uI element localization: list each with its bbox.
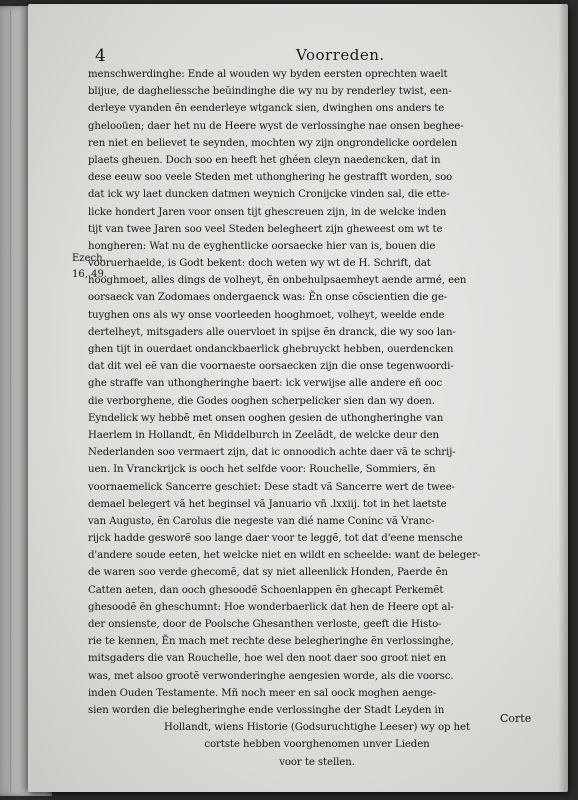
text-line: menschwerdinghe: Ende al wouden wy byden eersten oprechten waelt bbox=[88, 69, 448, 80]
running-head: Voorreden. bbox=[296, 46, 385, 64]
text-line: tuyghen ons als wy onse voorleeden hooghmoet, volheyt, weelde ende bbox=[88, 309, 445, 321]
text-line: tijt van twee Jaren soo veel Steden belegheert zijn gheweest om wt te bbox=[88, 223, 443, 235]
text-line: dat dit wel eẽ van die voornaeste oorsaecken zijn die onse tegenwoordi- bbox=[88, 361, 454, 373]
text-line: Catten aeten, dan ooch ghesoodẽ Schoenlappen ẽn ghecapt Perkemẽt bbox=[88, 584, 444, 596]
text-line: dese eeuw soo veele Steden met uthonghering he gestrafft worden, soo bbox=[88, 172, 453, 184]
text-line: licke hondert Jaren voor onsen tijt ghescreuen zijn, in de welcke inden bbox=[88, 206, 447, 218]
text-line: ghesoodẽ ẽn gheschumnt: Hoe wonderbaerlick dat hen de Heere opt al- bbox=[88, 601, 454, 613]
text-line: die verborghene, die Godes ooghen scherpelicker sien dan wy doen. bbox=[88, 395, 435, 407]
text-line: van Augusto, ẽn Carolus die negeste van dié name Coninc vã Vranc- bbox=[88, 515, 435, 527]
text-line: plaets gheuen. Doch soo en heeft het ghéen cleyn naedencken, dat in bbox=[88, 154, 441, 166]
text-line: rie te kennen, Ẽn mach met rechte dese belegheringhe ẽn verlossinghe, bbox=[88, 636, 454, 648]
text-line: Hollandt, wiens Historie (Godsuruchtighe Leeser) wy op het bbox=[164, 722, 470, 734]
body-text bbox=[88, 66, 546, 771]
text-line: inden Ouden Testamente. Mñ noch meer en sal oock moghen aenge- bbox=[88, 687, 437, 699]
text-line: ghe straffe van uthongheringhe baert: ick verwijse alle andere eñ ooc bbox=[88, 378, 443, 390]
margin-note-line: 16, 49. bbox=[72, 269, 107, 280]
text-line: der onsienste, door de Poolsche Ghesanthen verloste, geeft die Histo- bbox=[88, 619, 442, 630]
page-shadow-edge bbox=[558, 4, 568, 792]
text-line: Nederlanden soo vermaert zijn, dat ic onnoodich achte daer vã te schrij- bbox=[88, 447, 456, 459]
text-line: was, met alsoo grootẽ verwonderinghe aengesien worde, als die voorsc. bbox=[88, 670, 454, 682]
text-line: Eyndelick wy hebbẽ met onsen ooghen gesien de uthongheringhe van bbox=[88, 412, 444, 424]
text-line: hooghmoet, alles dings de volheyt, ẽn onbehulpsaemheyt aende armé, een bbox=[88, 275, 467, 287]
text-line: dertelheyt, mitsgaders alle ouervloet in spijse ẽn dranck, die wy soo lan- bbox=[88, 326, 456, 338]
text-line: voor te stellen. bbox=[279, 756, 355, 768]
text-line: oorsaeck van Zodomaes ondergaenck was: Ẽn onse cõscientien die ge- bbox=[88, 292, 448, 304]
page-number: 4 bbox=[95, 46, 106, 66]
text-line: cortste hebben voorghenomen unver Lieden bbox=[204, 739, 430, 751]
text-line: ghelooüen; daer het nu de Heere wyst de verlossinghe nae onsen beghee- bbox=[88, 120, 464, 132]
text-line: rijck hadde gesworẽ soo lange daer voor te leggẽ, tot dat d'eene mensche bbox=[88, 533, 463, 545]
text-line: sien worden die belegheringhe ende verlossinghe der Stadt Leyden in bbox=[88, 704, 445, 716]
text-line: vooruerhaelde, is Godt bekent: doch weten wy wt de H. Schrift, dat bbox=[88, 258, 431, 270]
margin-note-line: Ezech. bbox=[72, 253, 106, 264]
text-line: mitsgaders die van Rouchelle, hoe wel den noot daer soo groot niet en bbox=[88, 653, 447, 665]
text-line: hongheren: Wat nu de eyghentlicke oorsaecke hier van is, bouen die bbox=[88, 240, 436, 252]
text-line: blijue, de dagheliessche beŭindinghe die wy nu by renderley twist, een- bbox=[88, 86, 452, 98]
text-line: ren niet en believet te seynden, mochten wy zijn ongrondelicke oordelen bbox=[88, 137, 458, 149]
text-line: de waren soo verde ghecomẽ, dat sy niet alleenlick Honden, Paerde ẽn bbox=[88, 567, 448, 579]
text-line: uen. In Vranckrijck is ooch het selfde voor: Rouchelle, Sommiers, ẽn bbox=[88, 464, 436, 476]
text-line: dat ick wy laet duncken datmen weynich Cronijcke vinden sal, die ette- bbox=[88, 189, 450, 201]
text-line: ghen tijt in ouerdaet ondanckbaerlick ghebruyckt hebben, ouerdencken bbox=[88, 344, 454, 355]
catchword: Corte bbox=[500, 712, 532, 725]
text-line: Haerlem in Hollandt, ẽn Middelburch in Zeelãdt, de welcke deur den bbox=[88, 429, 439, 441]
text-line: d'andere soude eeten, het welcke niet en wildt en scheelde: want de beleger- bbox=[88, 550, 481, 562]
text-line: demael belegert vã het beginsel vã Januario vñ .lxxiij. tot in het laetste bbox=[88, 498, 447, 510]
text-line: derleye vyanden ẽn eenderleye wtganck sien, dwinghen ons anders te bbox=[88, 103, 445, 115]
text-line: voornaemelick Sancerre geschiet: Dese stadt vã Sancerre wert de twee- bbox=[88, 481, 455, 493]
